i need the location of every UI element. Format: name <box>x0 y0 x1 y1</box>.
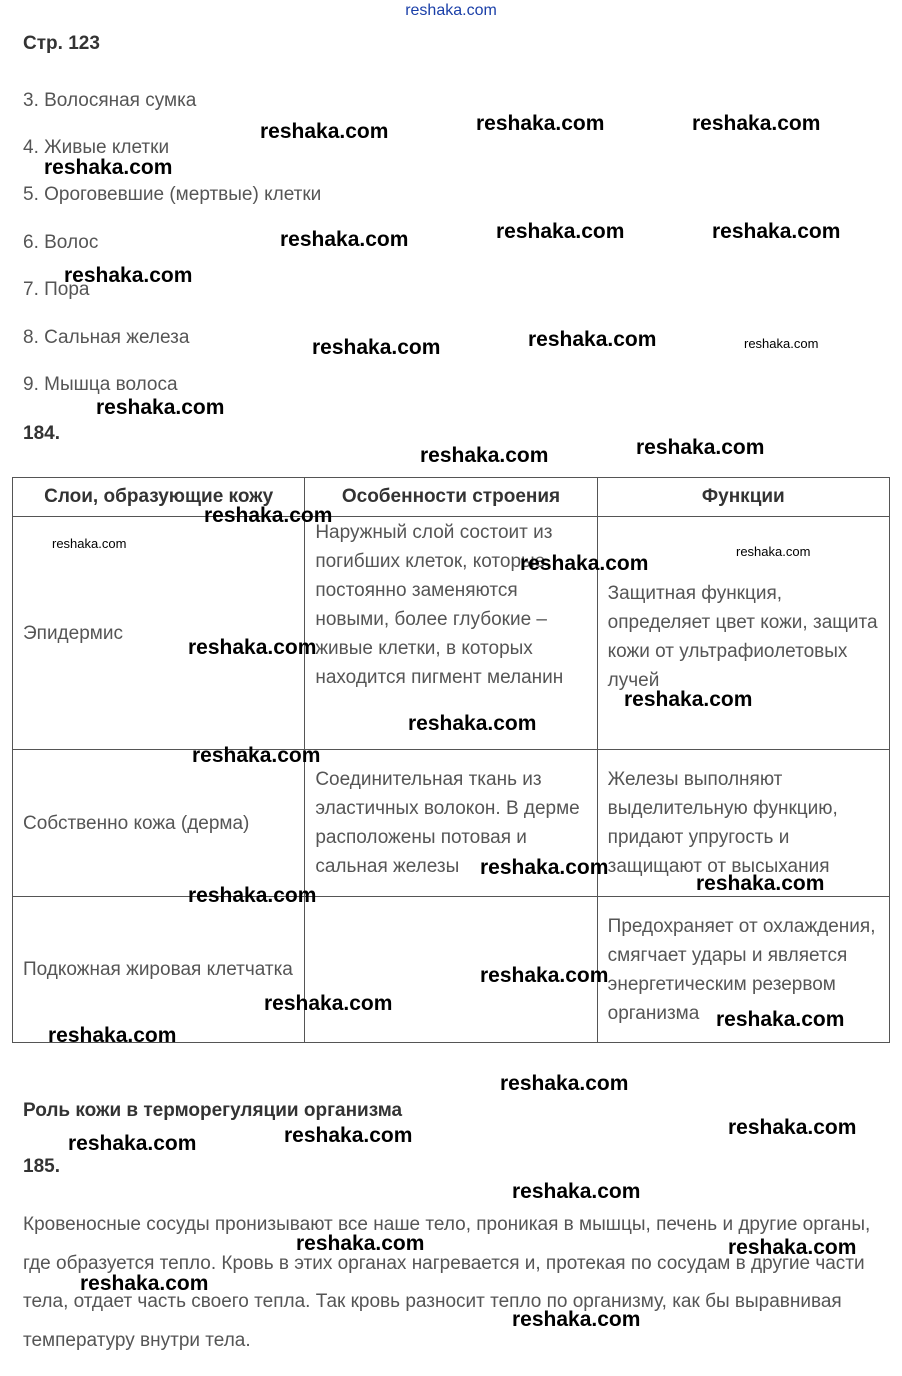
watermark: reshaka.com <box>696 872 825 895</box>
cell-function: Защитная функция, определяет цвет кожи, защита кожи от ультрафиолетовых лучей <box>597 517 889 750</box>
skin-layers-table <box>12 477 890 1043</box>
watermark: reshaka.com <box>64 264 193 287</box>
watermark: reshaka.com <box>192 744 321 767</box>
watermark: reshaka.com <box>736 544 811 559</box>
watermark: reshaka.com <box>480 964 609 987</box>
watermark: reshaka.com <box>520 552 649 575</box>
watermark: reshaka.com <box>496 220 625 243</box>
watermark: reshaka.com <box>500 1072 629 1095</box>
watermark: reshaka.com <box>296 1232 425 1255</box>
list-item: 4. Живые клетки <box>23 137 170 158</box>
watermark: reshaka.com <box>260 120 389 143</box>
cell-structure: Соединительная ткань из эластичных волокон. В дерме расположены потовая и сальная железы <box>305 750 597 897</box>
top-watermark[interactable]: reshaka.com <box>405 2 497 19</box>
section-title: Роль кожи в терморегуляции организма <box>23 1100 403 1121</box>
watermark: reshaka.com <box>512 1308 641 1331</box>
watermark: reshaka.com <box>68 1132 197 1155</box>
table-header-row <box>13 478 890 517</box>
cell-structure: Наружный слой состоит из погибших клеток, которые постоянно заменяются новыми, более глубокие – живые клетки, в которых находится пигмент меланин <box>305 517 597 750</box>
watermark: reshaka.com <box>44 156 173 179</box>
watermark: reshaka.com <box>312 336 441 359</box>
watermark: reshaka.com <box>512 1180 641 1203</box>
watermark: reshaka.com <box>96 396 225 419</box>
list-item: 6. Волос <box>23 232 99 253</box>
list-item: 7. Пора <box>23 279 90 300</box>
cell-layer: Эпидермис <box>13 517 305 750</box>
task-185-number: 185. <box>23 1156 60 1177</box>
task-185-text: Кровеносные сосуды пронизывают все наше тело, проникая в мышцы, печень и другие органы, где образуется тепло. Кровь в этих органах нагревается и, протекая по сосудам в другие части тела, отдает часть своего тепла. Так кровь разносит тепло по организму, как бы выравнивая температуру внутри тела. <box>23 1214 871 1351</box>
watermark: reshaka.com <box>624 688 753 711</box>
column-header-functions: Функции <box>597 478 889 517</box>
watermark: reshaka.com <box>188 636 317 659</box>
watermark: reshaka.com <box>408 712 537 735</box>
watermark: reshaka.com <box>692 112 821 135</box>
watermark: reshaka.com <box>52 536 127 551</box>
watermark: reshaka.com <box>188 884 317 907</box>
column-header-layers: Слои, образующие кожу <box>13 478 305 517</box>
task-184-number: 184. <box>23 423 60 444</box>
watermark: reshaka.com <box>716 1008 845 1031</box>
watermark: reshaka.com <box>480 856 609 879</box>
cell-function: Предохраняет от охлаждения, смягчает удары и является энергетическим резервом организма <box>597 897 889 1043</box>
watermark: reshaka.com <box>744 336 819 351</box>
watermark: reshaka.com <box>636 436 765 459</box>
watermark: reshaka.com <box>420 444 549 467</box>
watermark: reshaka.com <box>264 992 393 1015</box>
watermark: reshaka.com <box>48 1024 177 1047</box>
watermark: reshaka.com <box>80 1272 209 1295</box>
list-item: 5. Ороговевшие (мертвые) клетки <box>23 184 322 205</box>
watermark: reshaka.com <box>528 328 657 351</box>
cell-layer: Собственно кожа (дерма) <box>13 750 305 897</box>
list-item: 3. Волосяная сумка <box>23 90 197 111</box>
column-header-structure: Особенности строения <box>305 478 597 517</box>
watermark: reshaka.com <box>204 504 333 527</box>
watermark: reshaka.com <box>728 1116 857 1139</box>
list-item: 9. Мышца волоса <box>23 374 178 395</box>
watermark: reshaka.com <box>728 1236 857 1259</box>
watermark: reshaka.com <box>476 112 605 135</box>
watermark: reshaka.com <box>712 220 841 243</box>
cell-function: Железы выполняют выделительную функцию, придают упругость и защищают от высыхания <box>597 750 889 897</box>
watermark: reshaka.com <box>280 228 409 251</box>
page-title: Стр. 123 <box>23 33 100 54</box>
watermark: reshaka.com <box>284 1124 413 1147</box>
cell-layer: Подкожная жировая клетчатка <box>13 897 305 1043</box>
list-item: 8. Сальная железа <box>23 327 190 348</box>
